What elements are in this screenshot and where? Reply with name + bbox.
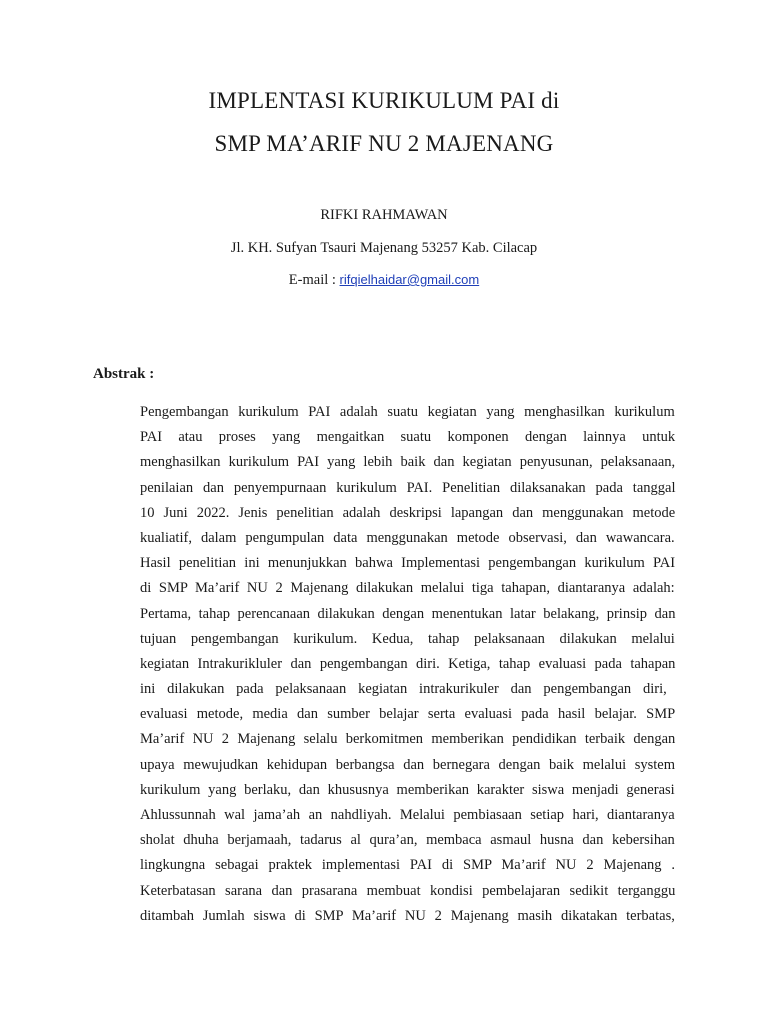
abstract-line: kualiatif, dalam pengumpulan data menggunakan metode observasi, dan wawancara. [140,529,675,546]
email-link[interactable]: rifqielhaidar@gmail.com [339,272,480,287]
email-label: E-mail : [288,272,340,288]
abstract-line: evaluasi metode, media dan sumber belajar serta evaluasi pada hasil belajar. SMP [140,706,676,723]
abstract-line: 10 Juni 2022. Jenis penelitian adalah deskripsi lapangan dan menggunakan metode [140,504,676,521]
abstract-line: Pengembangan kurikulum PAI adalah suatu kegiatan yang menghasilkan kurikulum [140,404,675,420]
abstract-line: Keterbatasan sarana dan prasarana membuat kondisi pembelajaran sedikit terganggu [140,882,676,899]
author-name: RIFKI RAHMAWAN [320,207,448,223]
author-address: Jl. KH. Sufyan Tsauri Majenang 53257 Kab. Cilacap [230,240,538,256]
abstract-heading: Abstrak : [93,366,155,382]
abstract-line: upaya mewujudkan kehidupan berbangsa dan bernegara dengan baik melalui system [140,756,676,773]
abstract-line: tujuan pengembangan kurikulum. Kedua, tahap pelaksanaan dilakukan melalui [140,630,675,647]
abstract-line: kurikulum yang berlaku, dan khususnya memberikan karakter siswa menjadi generasi [140,781,675,798]
abstract-body [140,400,675,929]
abstract-line: Ma’arif NU 2 Majenang selalu berkomitmen memberikan pendidikan terbaik dengan [140,731,676,748]
title-line-1: IMPLENTASI KURIKULUM PAI di [208,88,560,113]
abstract-line: PAI atau proses yang mengaitkan suatu komponen dengan lainnya untuk [140,429,676,446]
abstract-line: menghasilkan kurikulum PAI yang lebih baik dan kegiatan penyusunan, pelaksanaan, [140,454,676,471]
abstract-line: di SMP Ma’arif NU 2 Majenang dilakukan melalui tiga tahapan, diantaranya adalah: [140,580,675,597]
abstract-line: Ahlussunnah wal jama’ah an nahdliyah. Melalui pembiasaan setiap hari, diantaranya [140,807,675,823]
title-line-2: SMP MA’ARIF NU 2 MAJENANG [214,131,554,156]
abstract-line: ini dilakukan pada pelaksanaan kegiatan intrakurikuler dan pengembangan diri, [140,681,667,698]
abstract-line: penilaian dan penyempurnaan kurikulum PAI. Penelitian dilaksanakan pada tanggal [140,479,676,496]
email-row [0,272,768,289]
abstract-line: ditambah Jumlah siswa di SMP Ma’arif NU 2 Majenang masih dikatakan terbatas, [140,907,675,924]
abstract-line: sholat dhuha berjamaah, tadarus al qura’an, membaca asmaul husna dan kebersihan [140,832,675,849]
abstract-line: lingkungna sebagai praktek implementasi PAI di SMP Ma’arif NU 2 Majenang . [140,857,676,874]
abstract-line: Hasil penelitian ini menunjukkan bahwa Implementasi pengembangan kurikulum PAI [140,555,676,572]
abstract-line: Pertama, tahap perencanaan dilakukan dengan menentukan latar belakang, prinsip dan [140,605,676,622]
abstract-line: kegiatan Intrakurikluler dan pengembangan diri. Ketiga, tahap evaluasi pada tahapan [140,655,676,672]
